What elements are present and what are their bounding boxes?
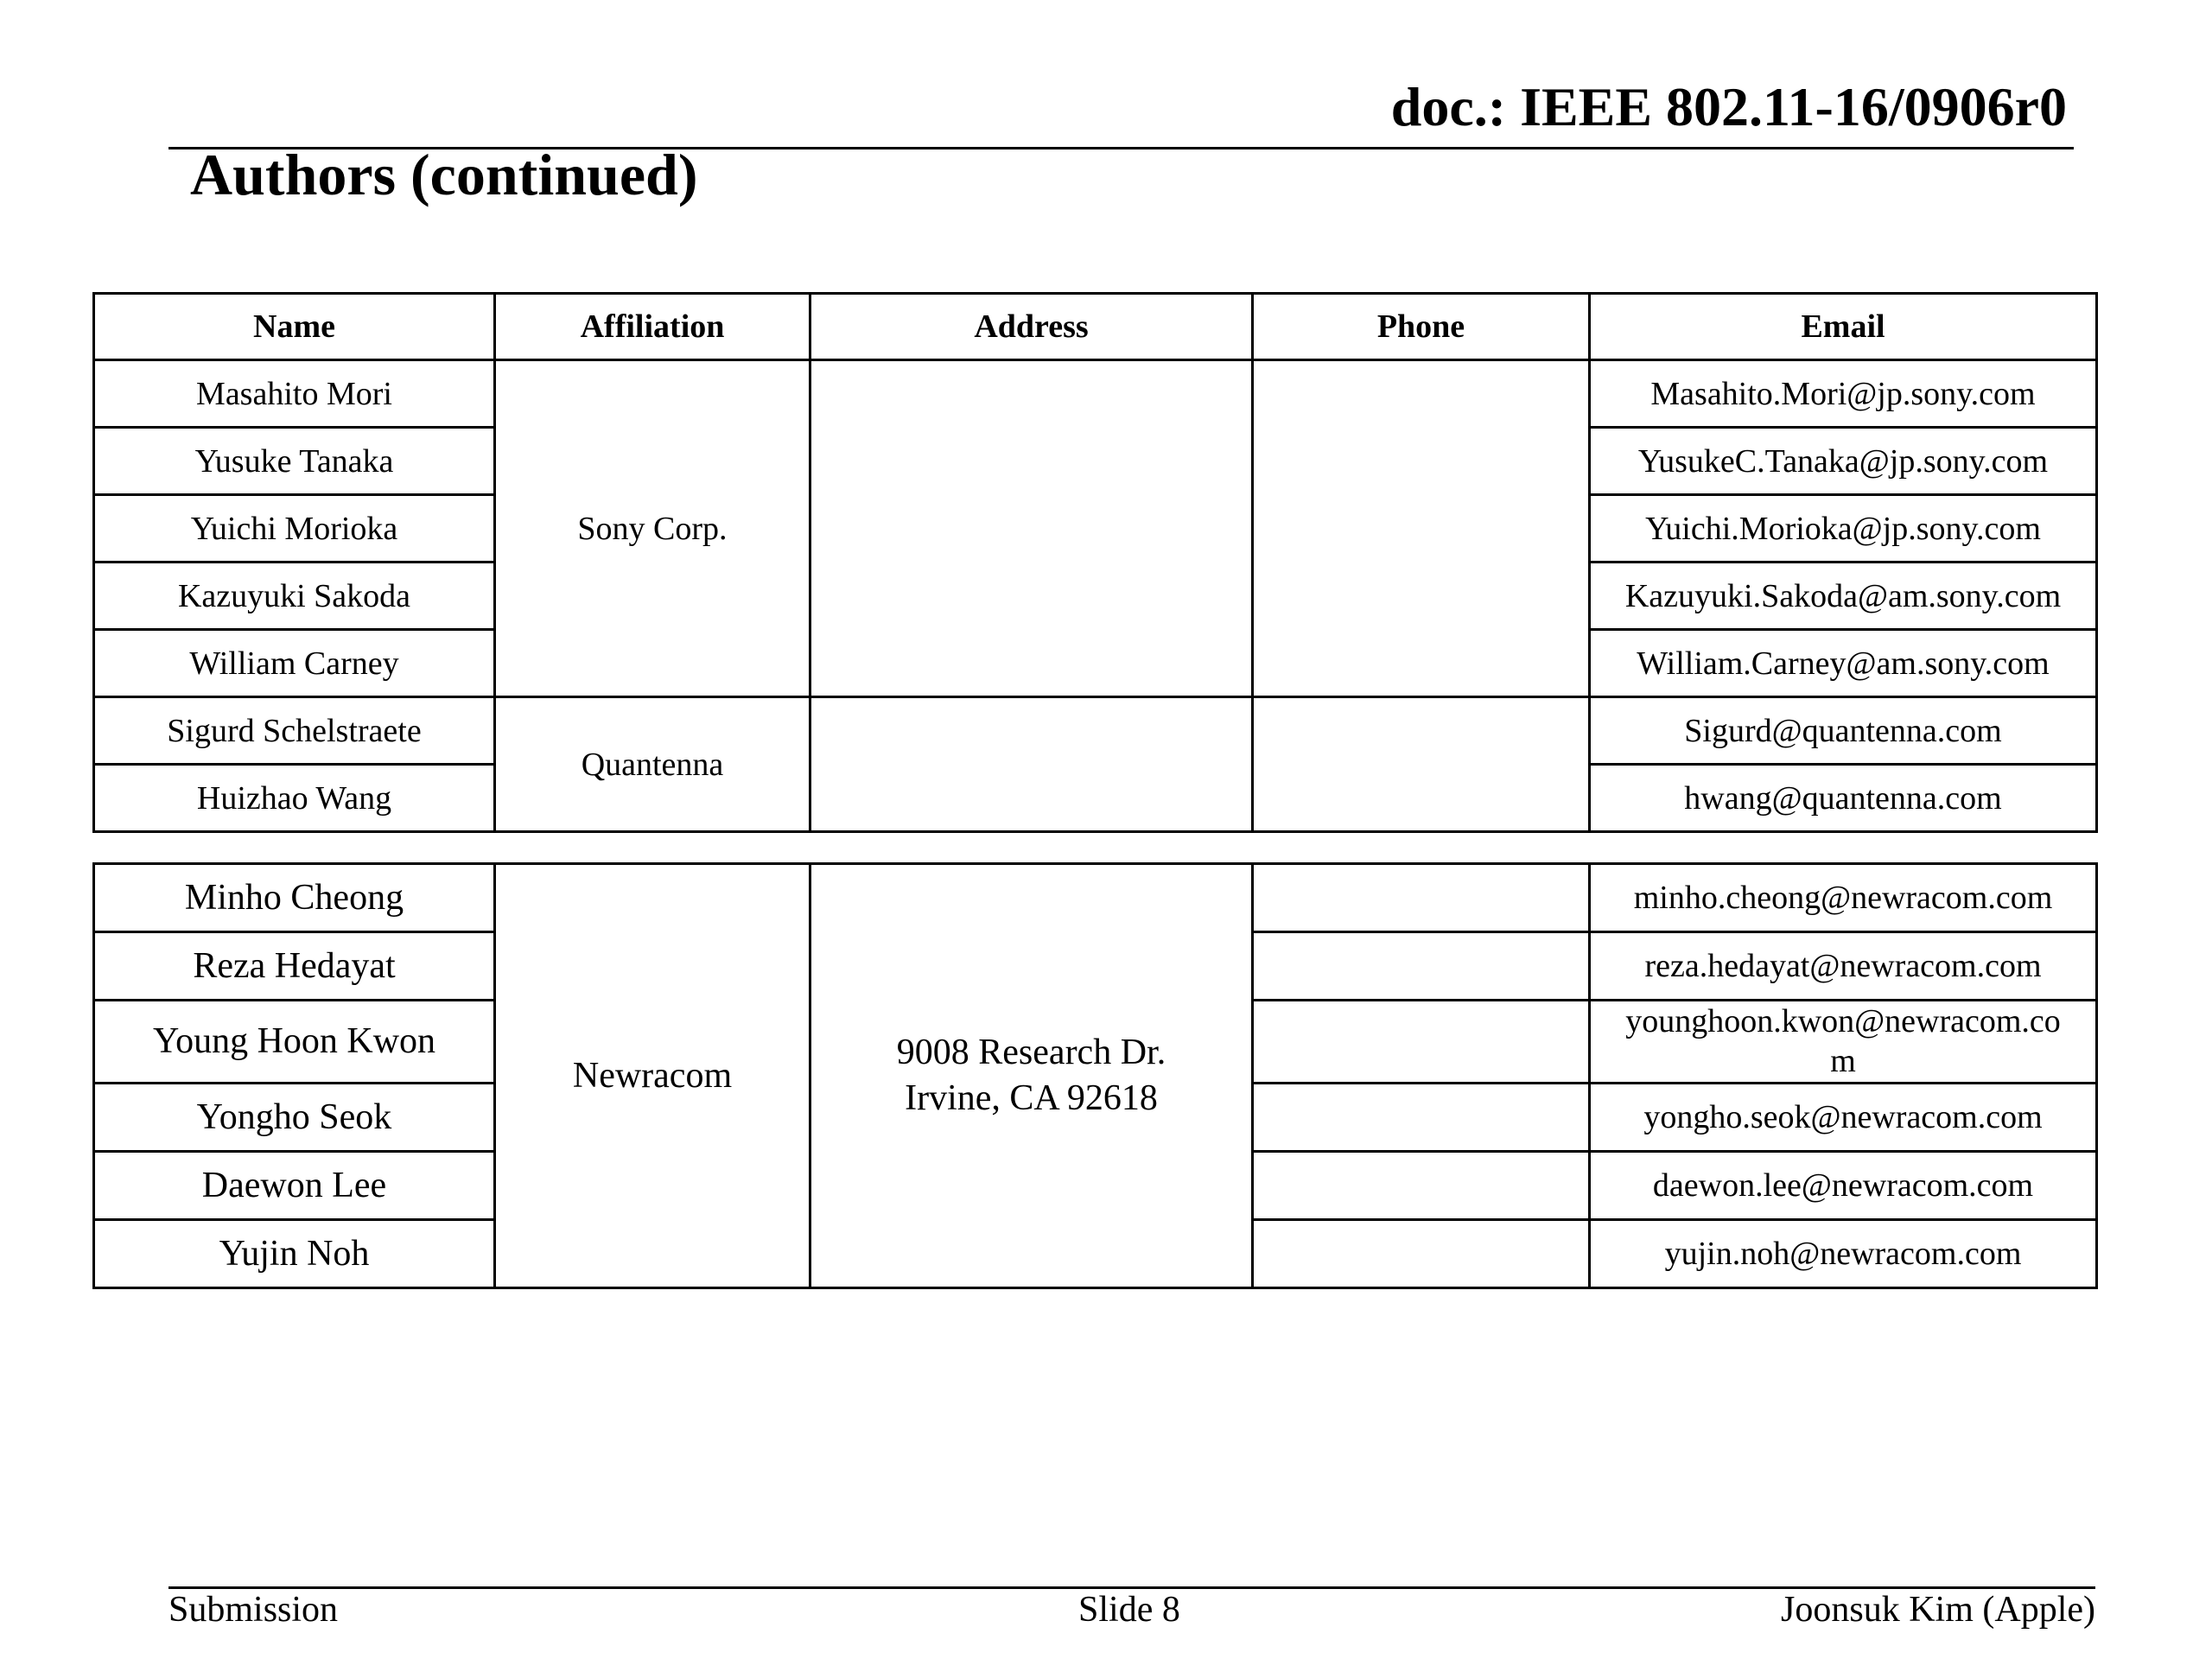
footer-divider — [168, 1586, 2095, 1589]
author-name: Huizhao Wang — [94, 765, 495, 832]
column-header-name: Name — [94, 294, 495, 360]
address-cell — [810, 697, 1253, 832]
author-email: hwang@quantenna.com — [1590, 765, 2097, 832]
author-name: Yusuke Tanaka — [94, 428, 495, 495]
author-email: William.Carney@am.sony.com — [1590, 630, 2097, 697]
author-name: Yujin Noh — [94, 1219, 495, 1287]
author-email: Sigurd@quantenna.com — [1590, 697, 2097, 765]
affiliation-cell: Newracom — [495, 864, 810, 1288]
authors-table-2 — [92, 862, 2098, 1289]
author-name: William Carney — [94, 630, 495, 697]
column-header-address: Address — [810, 294, 1253, 360]
author-name: Young Hoon Kwon — [94, 1001, 495, 1084]
phone-cell — [1253, 697, 1590, 832]
column-header-phone: Phone — [1253, 294, 1590, 360]
slide-title: Authors (continued) — [190, 142, 698, 207]
author-name: Yongho Seok — [94, 1083, 495, 1151]
affiliation-cell: Quantenna — [495, 697, 810, 832]
footer-author: Joonsuk Kim (Apple) — [1781, 1590, 2095, 1630]
author-email: younghoon.kwon@newracom.co m — [1590, 1001, 2097, 1084]
phone-cell — [1253, 1083, 1590, 1151]
affiliation-cell: Sony Corp. — [495, 360, 810, 697]
author-email: Kazuyuki.Sakoda@am.sony.com — [1590, 563, 2097, 630]
author-name: Minho Cheong — [94, 864, 495, 932]
phone-cell — [1253, 1001, 1590, 1084]
authors-table-1 — [92, 292, 2098, 833]
address-cell — [810, 360, 1253, 697]
table-header-row — [94, 294, 2097, 360]
author-name: Daewon Lee — [94, 1151, 495, 1219]
author-email: yongho.seok@newracom.com — [1590, 1083, 2097, 1151]
author-name: Sigurd Schelstraete — [94, 697, 495, 765]
author-name: Yuichi Morioka — [94, 495, 495, 563]
table-row — [94, 864, 2097, 932]
author-name: Masahito Mori — [94, 360, 495, 428]
author-email: Masahito.Mori@jp.sony.com — [1590, 360, 2097, 428]
author-name: Kazuyuki Sakoda — [94, 563, 495, 630]
footer-submission: Submission — [168, 1590, 339, 1630]
table-row — [94, 697, 2097, 765]
phone-cell — [1253, 864, 1590, 932]
author-email: Yuichi.Morioka@jp.sony.com — [1590, 495, 2097, 563]
table-row — [94, 360, 2097, 428]
phone-cell — [1253, 360, 1590, 697]
phone-cell — [1253, 932, 1590, 1001]
column-header-affiliation: Affiliation — [495, 294, 810, 360]
author-email: reza.hedayat@newracom.com — [1590, 932, 2097, 1001]
author-email: minho.cheong@newracom.com — [1590, 864, 2097, 932]
footer-slide-number: Slide 8 — [1078, 1590, 1180, 1630]
author-email: daewon.lee@newracom.com — [1590, 1151, 2097, 1219]
doc-id: doc.: IEEE 802.11-16/0906r0 — [1390, 76, 2067, 137]
phone-cell — [1253, 1151, 1590, 1219]
author-email: yujin.noh@newracom.com — [1590, 1219, 2097, 1287]
column-header-email: Email — [1590, 294, 2097, 360]
address-cell: 9008 Research Dr. Irvine, CA 92618 — [810, 864, 1253, 1288]
author-email: YusukeC.Tanaka@jp.sony.com — [1590, 428, 2097, 495]
author-name: Reza Hedayat — [94, 932, 495, 1001]
phone-cell — [1253, 1219, 1590, 1287]
